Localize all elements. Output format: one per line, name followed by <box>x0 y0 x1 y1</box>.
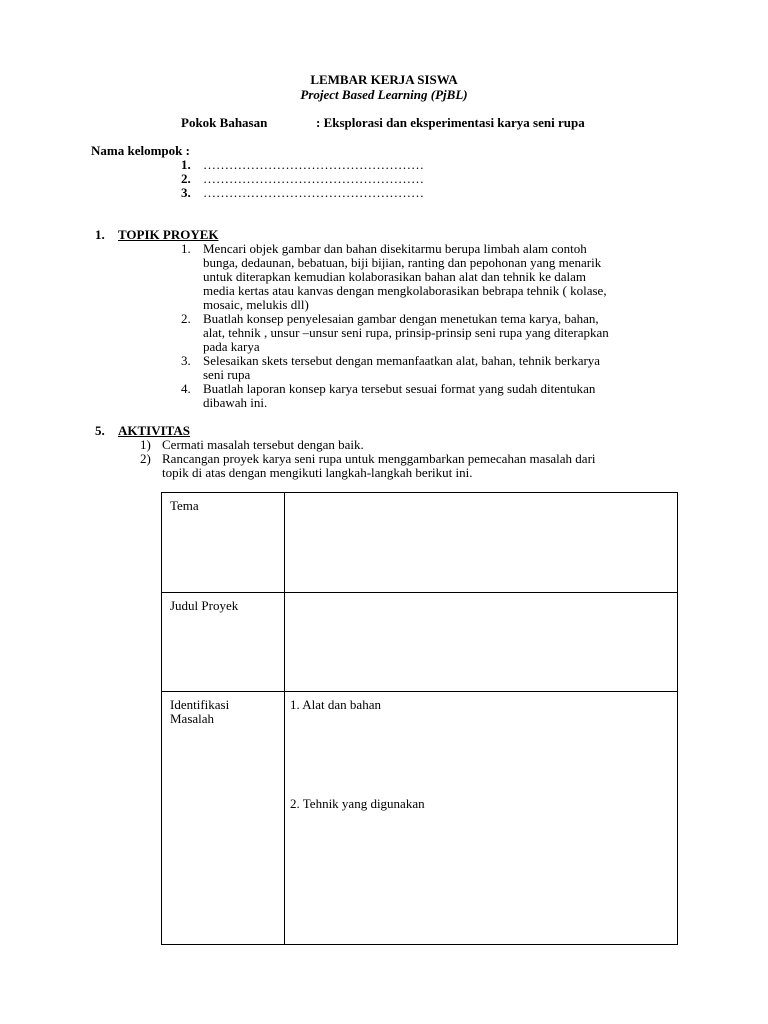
row-label-judul-proyek: Judul Proyek <box>162 593 285 692</box>
list-item: Buatlah konsep penyelesaian gambar dengan menetukan tema karya, bahan, alat, tehnik , unsur –unsur seni rupa, prinsip-prinsip seni rupa yang diterapkan pada karya <box>203 311 609 354</box>
list-number: 1) <box>140 437 151 452</box>
list-number: 2) <box>140 451 151 466</box>
section-number: 1. <box>95 227 105 242</box>
group-label: Nama kelompok : <box>91 143 190 158</box>
list-item: Rancangan proyek karya seni rupa untuk menggambarkan pemecahan masalah dari topik di atas dengan mengikuti langkah-langkah berikut ini. <box>162 451 596 480</box>
answer-cell-tema[interactable] <box>285 493 678 593</box>
row-label-identifikasi-masalah: Identifikasi Masalah <box>162 692 285 945</box>
member-name-blank: …………………………………………… <box>203 157 424 172</box>
list-item: Selesaikan skets tersebut dengan memanfaatkan alat, bahan, tehnik berkarya seni rupa <box>203 353 601 382</box>
answer-cell-judul-proyek[interactable] <box>285 593 678 692</box>
sub-item-alat-bahan: 1. Alat dan bahan <box>290 697 381 712</box>
member-number: 2. <box>181 171 191 186</box>
project-worksheet-table <box>161 492 678 945</box>
section-number: 5. <box>95 423 105 438</box>
list-number: 1. <box>181 241 191 256</box>
table-row <box>162 692 678 945</box>
page-title: LEMBAR KERJA SISWA <box>310 72 458 87</box>
member-number: 3. <box>181 185 191 200</box>
table-row <box>162 493 678 593</box>
table-row <box>162 593 678 692</box>
section-heading-topik: TOPIK PROYEK <box>118 227 219 242</box>
subject-label: Pokok Bahasan <box>181 115 268 130</box>
sub-item-tehnik: 2. Tehnik yang digunakan <box>290 796 425 811</box>
page-subtitle: Project Based Learning (PjBL) <box>300 87 468 102</box>
list-item: Cermati masalah tersebut dengan baik. <box>162 437 364 452</box>
list-item: Buatlah laporan konsep karya tersebut sesuai format yang sudah ditentukan dibawah ini. <box>203 381 596 410</box>
section-heading-aktivitas: AKTIVITAS <box>118 423 191 438</box>
member-name-blank: …………………………………………… <box>203 171 424 186</box>
row-label-tema: Tema <box>162 493 285 593</box>
member-name-blank: …………………………………………… <box>203 185 424 200</box>
list-number: 2. <box>181 311 191 326</box>
list-number: 4. <box>181 381 191 396</box>
member-number: 1. <box>181 157 191 172</box>
list-number: 3. <box>181 353 191 368</box>
subject-value: : Eksplorasi dan eksperimentasi karya seni rupa <box>316 115 585 130</box>
list-item: Mencari objek gambar dan bahan disekitarmu berupa limbah alam contoh bunga, dedaunan, bebatuan, biji bijian, ranting dan pepohonan yang menarik untuk diterapkan kemudian kolaborasikan bahan alat dan tehnik ke dalam media kertas atau kanvas dengan mengkolaborasikan bebrapa tehnik ( kolase, mosaic, melukis dll) <box>203 241 607 312</box>
answer-cell-identifikasi-masalah[interactable] <box>285 692 678 945</box>
